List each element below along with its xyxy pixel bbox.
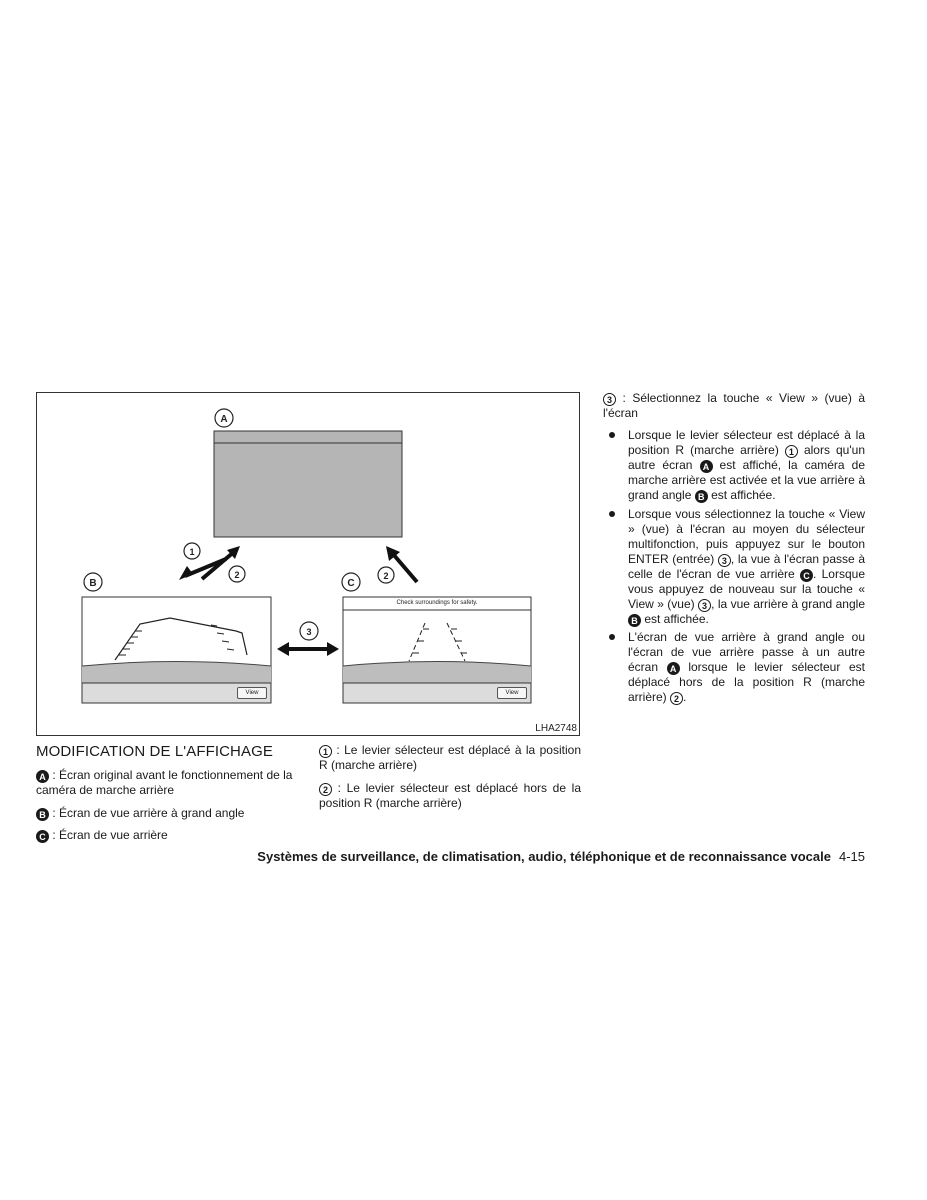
mark-b-icon: B [628, 614, 641, 627]
legend-item-a [36, 768, 298, 798]
footer-title: Systèmes de surveillance, de climatisation, audio, téléphonique et de reconnaissance vocale [257, 849, 831, 864]
mark-2-icon: 2 [670, 692, 683, 705]
legend-text-2: : Le levier sélecteur est déplacé hors de la position R (marche arrière) [319, 781, 581, 810]
label-c: C [347, 578, 355, 589]
mark-1-icon: 1 [785, 445, 798, 458]
double-arrow-icon [277, 642, 339, 656]
legend-item-1 [319, 743, 581, 773]
mark-b-icon: B [695, 490, 708, 503]
label-a: A [220, 414, 228, 425]
legend-text-a: : Écran original avant le fonctionnement de la caméra de marche arrière [36, 768, 293, 797]
legend-item-2 [319, 781, 581, 811]
mark-3-icon: 3 [698, 599, 711, 612]
mark-a-icon: A [36, 770, 49, 783]
mark-3-icon: 3 [718, 554, 731, 567]
legend-item-b [36, 806, 298, 821]
label-1: 1 [189, 547, 195, 557]
mark-a-icon: A [667, 662, 680, 675]
view-button-b[interactable]: View [237, 687, 267, 699]
mark-1-icon: 1 [319, 745, 332, 758]
legend-text-1: : Le levier sélecteur est déplacé à la position R (marche arrière) [319, 743, 581, 772]
mark-3-icon: 3 [603, 393, 616, 406]
legend-item-c [36, 828, 298, 843]
mark-b-icon: B [36, 808, 49, 821]
view-button-c[interactable]: View [497, 687, 527, 699]
legend-item-3 [603, 391, 865, 421]
section-title: MODIFICATION DE L'AFFICHAGE [36, 743, 273, 760]
bullet-3: L'écran de vue arrière à grand angle ou l'écran de vue arrière passe à un autre écran A lorsque le levier sélecteur est déplacé hors de la position R (marche arrière) 2 . [628, 630, 865, 704]
label-3: 3 [306, 627, 312, 637]
mark-c-icon: C [36, 830, 49, 843]
bullet-2-dot [609, 511, 615, 517]
mark-2-icon: 2 [319, 783, 332, 796]
legend-text-b: : Écran de vue arrière à grand angle [49, 806, 245, 820]
bullet-1: Lorsque le levier sélecteur est déplacé à la position R (marche arrière) 1 alors qu'un autre écran A est affiché, la caméra de marche arrière est activée et la vue arrière à grand angle B est affichée. [628, 428, 865, 502]
figure-drawing [37, 393, 581, 737]
screen-c-banner: Check surroundings for safety. [396, 600, 478, 606]
legend-text-3: : Sélectionnez la touche « View » (vue) à l'écran [603, 391, 865, 420]
legend-text-c: : Écran de vue arrière [49, 828, 168, 842]
page-footer [257, 849, 865, 864]
illustration-figure [36, 392, 580, 736]
label-2: 2 [234, 570, 240, 580]
bullet-3-dot [609, 634, 615, 640]
page-number: 4-15 [838, 849, 865, 864]
label-b: B [89, 578, 97, 589]
mark-c-icon: C [800, 569, 813, 582]
figure-code: LHA2748 [535, 723, 577, 734]
mark-a-icon: A [700, 460, 713, 473]
bullet-1-dot [609, 432, 615, 438]
bullet-2: Lorsque vous sélectionnez la touche « View » (vue) à l'écran au moyen du sélecteur multifonction, puis appuyez sur le bouton ENTER (entrée) 3 , la vue à l'écran passe à celle de l'écran de vue arrière C . Lorsque vous appuyez de nouveau sur la touche « View » (vue) 3 , la vue arrière à grand angle B est affichée. [628, 507, 865, 626]
label-2-right: 2 [383, 571, 389, 581]
screen-a [214, 431, 402, 537]
